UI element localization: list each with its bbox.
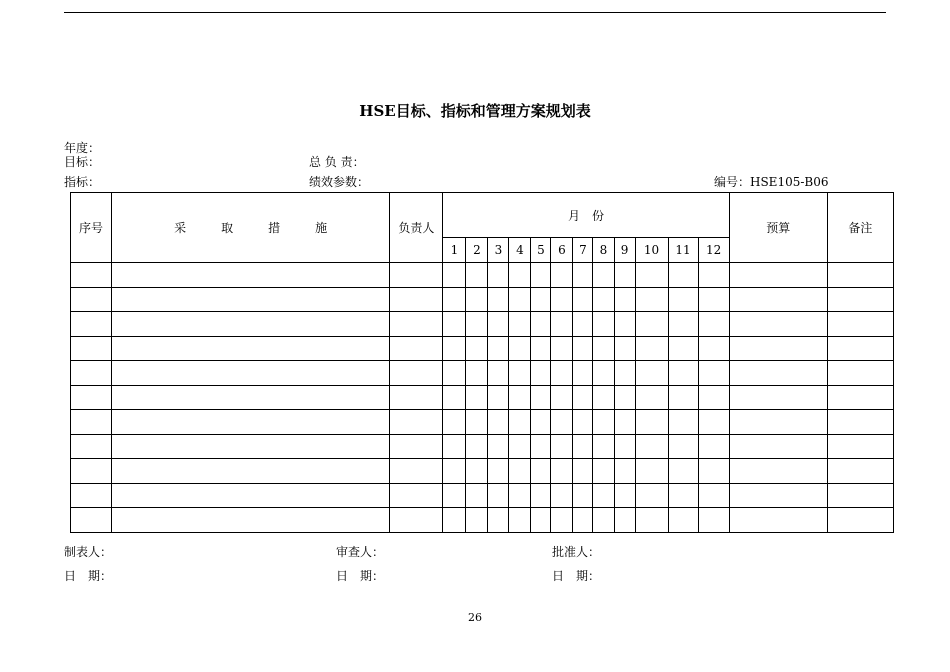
table-cell[interactable] (698, 385, 729, 410)
table-cell[interactable] (573, 434, 593, 459)
table-cell[interactable] (668, 312, 698, 337)
table-cell[interactable] (593, 459, 614, 484)
header-month-10: 10 (635, 238, 668, 263)
table-row (71, 508, 894, 533)
table-cell[interactable] (698, 287, 729, 312)
header-month-9: 9 (614, 238, 635, 263)
page-number: 26 (468, 611, 482, 624)
table-cell[interactable] (827, 508, 893, 533)
table-cell[interactable] (668, 361, 698, 386)
table-cell[interactable] (488, 361, 509, 386)
table-cell[interactable] (635, 312, 668, 337)
table-cell[interactable] (443, 508, 466, 533)
table-cell[interactable] (71, 459, 112, 484)
table-cell[interactable] (71, 385, 112, 410)
table-cell[interactable] (593, 263, 614, 288)
table-cell[interactable] (71, 434, 112, 459)
table-cell[interactable] (593, 287, 614, 312)
table-cell[interactable] (390, 361, 443, 386)
table-cell[interactable] (509, 336, 531, 361)
table-cell[interactable] (112, 459, 390, 484)
year-label: 年度： (64, 141, 101, 155)
table-cell[interactable] (390, 312, 443, 337)
table-cell[interactable] (390, 459, 443, 484)
table-cell[interactable] (71, 263, 112, 288)
table-cell[interactable] (112, 361, 390, 386)
table-cell[interactable] (668, 410, 698, 435)
table-cell[interactable] (668, 434, 698, 459)
table-cell[interactable] (573, 508, 593, 533)
table-cell[interactable] (827, 410, 893, 435)
plan-table (70, 192, 894, 533)
header-month-6: 6 (551, 238, 573, 263)
table-cell[interactable] (531, 361, 551, 386)
table-cell[interactable] (698, 434, 729, 459)
table-cell[interactable] (698, 459, 729, 484)
table-row (71, 459, 894, 484)
table-cell[interactable] (390, 483, 443, 508)
table-cell[interactable] (443, 483, 466, 508)
table-cell[interactable] (509, 483, 531, 508)
reviewer-label: 审查人： (336, 545, 385, 559)
table-cell[interactable] (698, 336, 729, 361)
table-cell[interactable] (390, 263, 443, 288)
table-cell[interactable] (573, 410, 593, 435)
table-cell[interactable] (531, 336, 551, 361)
table-cell[interactable] (827, 312, 893, 337)
table-cell[interactable] (509, 508, 531, 533)
table-cell[interactable] (551, 459, 573, 484)
table-cell[interactable] (551, 508, 573, 533)
table-cell[interactable] (71, 287, 112, 312)
table-cell[interactable] (827, 434, 893, 459)
table-cell[interactable] (531, 287, 551, 312)
table-cell[interactable] (551, 410, 573, 435)
table-cell[interactable] (71, 410, 112, 435)
header-month-3: 3 (488, 238, 509, 263)
table-cell[interactable] (531, 263, 551, 288)
table-cell[interactable] (71, 312, 112, 337)
header-month-12: 12 (698, 238, 729, 263)
table-cell[interactable] (112, 434, 390, 459)
table-cell[interactable] (488, 508, 509, 533)
header-measures-char: 措 (268, 221, 281, 235)
table-cell[interactable] (827, 385, 893, 410)
table-cell[interactable] (466, 336, 488, 361)
table-cell[interactable] (593, 312, 614, 337)
header-measures (112, 193, 390, 263)
table-row (71, 312, 894, 337)
table-cell[interactable] (488, 385, 509, 410)
header-month-2: 2 (466, 238, 488, 263)
table-cell[interactable] (531, 312, 551, 337)
table-cell[interactable] (443, 385, 466, 410)
table-cell[interactable] (729, 385, 827, 410)
table-cell[interactable] (112, 410, 390, 435)
table-cell[interactable] (509, 312, 531, 337)
table-cell[interactable] (112, 287, 390, 312)
table-cell[interactable] (729, 312, 827, 337)
table-cell[interactable] (531, 483, 551, 508)
table-cell[interactable] (443, 336, 466, 361)
table-cell[interactable] (466, 263, 488, 288)
approver-label: 批准人： (552, 545, 601, 559)
table-cell[interactable] (443, 263, 466, 288)
table-cell[interactable] (614, 483, 635, 508)
table-cell[interactable] (466, 459, 488, 484)
table-cell[interactable] (698, 483, 729, 508)
table-cell[interactable] (466, 312, 488, 337)
header-remark: 备注 (827, 193, 893, 263)
table-cell[interactable] (390, 287, 443, 312)
table-cell[interactable] (729, 483, 827, 508)
header-seq: 序号 (71, 193, 112, 263)
date-label-approver: 日 期： (552, 569, 601, 583)
table-cell[interactable] (635, 508, 668, 533)
table-cell[interactable] (729, 336, 827, 361)
table-cell[interactable] (112, 263, 390, 288)
header-month: 月 份 (443, 193, 729, 238)
table-cell[interactable] (573, 312, 593, 337)
table-cell[interactable] (729, 459, 827, 484)
table-cell[interactable] (531, 434, 551, 459)
header-measures-char: 施 (315, 221, 328, 235)
table-cell[interactable] (488, 263, 509, 288)
table-row (71, 483, 894, 508)
header-rule (64, 12, 886, 13)
table-cell[interactable] (729, 263, 827, 288)
table-cell[interactable] (551, 361, 573, 386)
table-cell[interactable] (827, 336, 893, 361)
table-cell[interactable] (390, 336, 443, 361)
table-cell[interactable] (573, 287, 593, 312)
table-cell[interactable] (729, 434, 827, 459)
table-cell[interactable] (593, 508, 614, 533)
header-month-8: 8 (593, 238, 614, 263)
table-cell[interactable] (466, 434, 488, 459)
table-cell[interactable] (635, 385, 668, 410)
table-row (71, 410, 894, 435)
owner-label: 总 负 责： (309, 155, 365, 169)
params-label: 绩效参数： (309, 175, 370, 189)
table-cell[interactable] (593, 410, 614, 435)
table-cell[interactable] (112, 312, 390, 337)
table-cell[interactable] (698, 361, 729, 386)
table-cell[interactable] (614, 336, 635, 361)
table-cell[interactable] (509, 263, 531, 288)
table-cell[interactable] (509, 287, 531, 312)
table-cell[interactable] (466, 287, 488, 312)
table-cell[interactable] (488, 287, 509, 312)
table-cell[interactable] (509, 434, 531, 459)
table-row (71, 385, 894, 410)
table-cell[interactable] (668, 459, 698, 484)
table-cell[interactable] (698, 410, 729, 435)
table-cell[interactable] (71, 508, 112, 533)
table-cell[interactable] (827, 459, 893, 484)
table-row (71, 287, 894, 312)
table-cell[interactable] (614, 312, 635, 337)
table-cell[interactable] (614, 508, 635, 533)
maker-label: 制表人： (64, 545, 113, 559)
table-cell[interactable] (551, 385, 573, 410)
table-cell[interactable] (509, 385, 531, 410)
table-cell[interactable] (614, 459, 635, 484)
table-cell[interactable] (551, 434, 573, 459)
header-measures-char: 取 (221, 221, 234, 235)
table-cell[interactable] (729, 410, 827, 435)
table-cell[interactable] (668, 508, 698, 533)
table-row (71, 336, 894, 361)
table-cell[interactable] (112, 336, 390, 361)
table-cell[interactable] (593, 385, 614, 410)
table-cell[interactable] (698, 263, 729, 288)
table-cell[interactable] (635, 483, 668, 508)
table-cell[interactable] (635, 459, 668, 484)
header-person: 负责人 (390, 193, 443, 263)
table-cell[interactable] (635, 434, 668, 459)
table-cell[interactable] (668, 336, 698, 361)
table-cell[interactable] (466, 508, 488, 533)
table-cell[interactable] (443, 459, 466, 484)
table-cell[interactable] (729, 287, 827, 312)
table-cell[interactable] (390, 385, 443, 410)
table-cell[interactable] (593, 336, 614, 361)
table-cell[interactable] (698, 312, 729, 337)
table-cell[interactable] (614, 263, 635, 288)
table-cell[interactable] (531, 410, 551, 435)
table-cell[interactable] (466, 410, 488, 435)
table-cell[interactable] (71, 361, 112, 386)
page-title: HSE目标、指标和管理方案规划表 (359, 102, 591, 120)
table-cell[interactable] (593, 361, 614, 386)
table-cell[interactable] (488, 410, 509, 435)
table-cell[interactable] (551, 483, 573, 508)
table-cell[interactable] (635, 263, 668, 288)
table-cell[interactable] (614, 287, 635, 312)
table-cell[interactable] (509, 361, 531, 386)
table-cell[interactable] (573, 459, 593, 484)
table-cell[interactable] (635, 336, 668, 361)
table-cell[interactable] (668, 483, 698, 508)
table-cell[interactable] (112, 508, 390, 533)
indicator-label: 指标： (64, 175, 101, 189)
header-month-1: 1 (443, 238, 466, 263)
header-budget: 预算 (729, 193, 827, 263)
table-cell[interactable] (551, 336, 573, 361)
table-cell[interactable] (443, 361, 466, 386)
table-cell[interactable] (729, 508, 827, 533)
table-cell[interactable] (466, 361, 488, 386)
table-cell[interactable] (668, 385, 698, 410)
header-month-11: 11 (668, 238, 698, 263)
table-cell[interactable] (71, 483, 112, 508)
table-cell[interactable] (488, 336, 509, 361)
table-row (71, 434, 894, 459)
table-cell[interactable] (443, 410, 466, 435)
header-month-5: 5 (531, 238, 551, 263)
table-cell[interactable] (443, 287, 466, 312)
table-cell[interactable] (573, 263, 593, 288)
header-month-7: 7 (573, 238, 593, 263)
table-cell[interactable] (635, 410, 668, 435)
table-cell[interactable] (668, 263, 698, 288)
table-cell[interactable] (551, 312, 573, 337)
table-cell[interactable] (531, 385, 551, 410)
table-cell[interactable] (390, 410, 443, 435)
table-cell[interactable] (390, 508, 443, 533)
table-cell[interactable] (531, 459, 551, 484)
table-cell[interactable] (573, 336, 593, 361)
table-cell[interactable] (593, 483, 614, 508)
table-cell[interactable] (488, 483, 509, 508)
table-cell[interactable] (466, 385, 488, 410)
table-cell[interactable] (509, 410, 531, 435)
table-cell[interactable] (827, 483, 893, 508)
table-cell[interactable] (698, 508, 729, 533)
table-cell[interactable] (668, 287, 698, 312)
table-cell[interactable] (466, 483, 488, 508)
table-row (71, 361, 894, 386)
table-cell[interactable] (71, 336, 112, 361)
table-cell[interactable] (573, 483, 593, 508)
table-cell[interactable] (635, 287, 668, 312)
table-cell[interactable] (509, 459, 531, 484)
goal-label: 目标： (64, 155, 101, 169)
table-cell[interactable] (443, 434, 466, 459)
date-label-maker: 日 期： (64, 569, 113, 583)
table-cell[interactable] (614, 385, 635, 410)
table-cell[interactable] (827, 361, 893, 386)
table-cell[interactable] (531, 508, 551, 533)
date-label-reviewer: 日 期： (336, 569, 385, 583)
table-cell[interactable] (390, 434, 443, 459)
table-cell[interactable] (112, 385, 390, 410)
form-code: 编号：HSE105-B06 (714, 175, 829, 189)
table-cell[interactable] (551, 287, 573, 312)
table-cell[interactable] (827, 263, 893, 288)
table-cell[interactable] (827, 287, 893, 312)
table-row (71, 263, 894, 288)
table-cell[interactable] (635, 361, 668, 386)
header-measures-char: 采 (174, 221, 187, 235)
table-cell[interactable] (593, 434, 614, 459)
table-cell[interactable] (729, 361, 827, 386)
table-cell[interactable] (488, 434, 509, 459)
table-cell[interactable] (614, 434, 635, 459)
table-cell[interactable] (112, 483, 390, 508)
table-cell[interactable] (551, 263, 573, 288)
table-cell[interactable] (443, 312, 466, 337)
table-cell[interactable] (488, 459, 509, 484)
table-cell[interactable] (573, 385, 593, 410)
table-cell[interactable] (488, 312, 509, 337)
header-month-4: 4 (509, 238, 531, 263)
table-cell[interactable] (614, 410, 635, 435)
table-cell[interactable] (614, 361, 635, 386)
table-cell[interactable] (573, 361, 593, 386)
